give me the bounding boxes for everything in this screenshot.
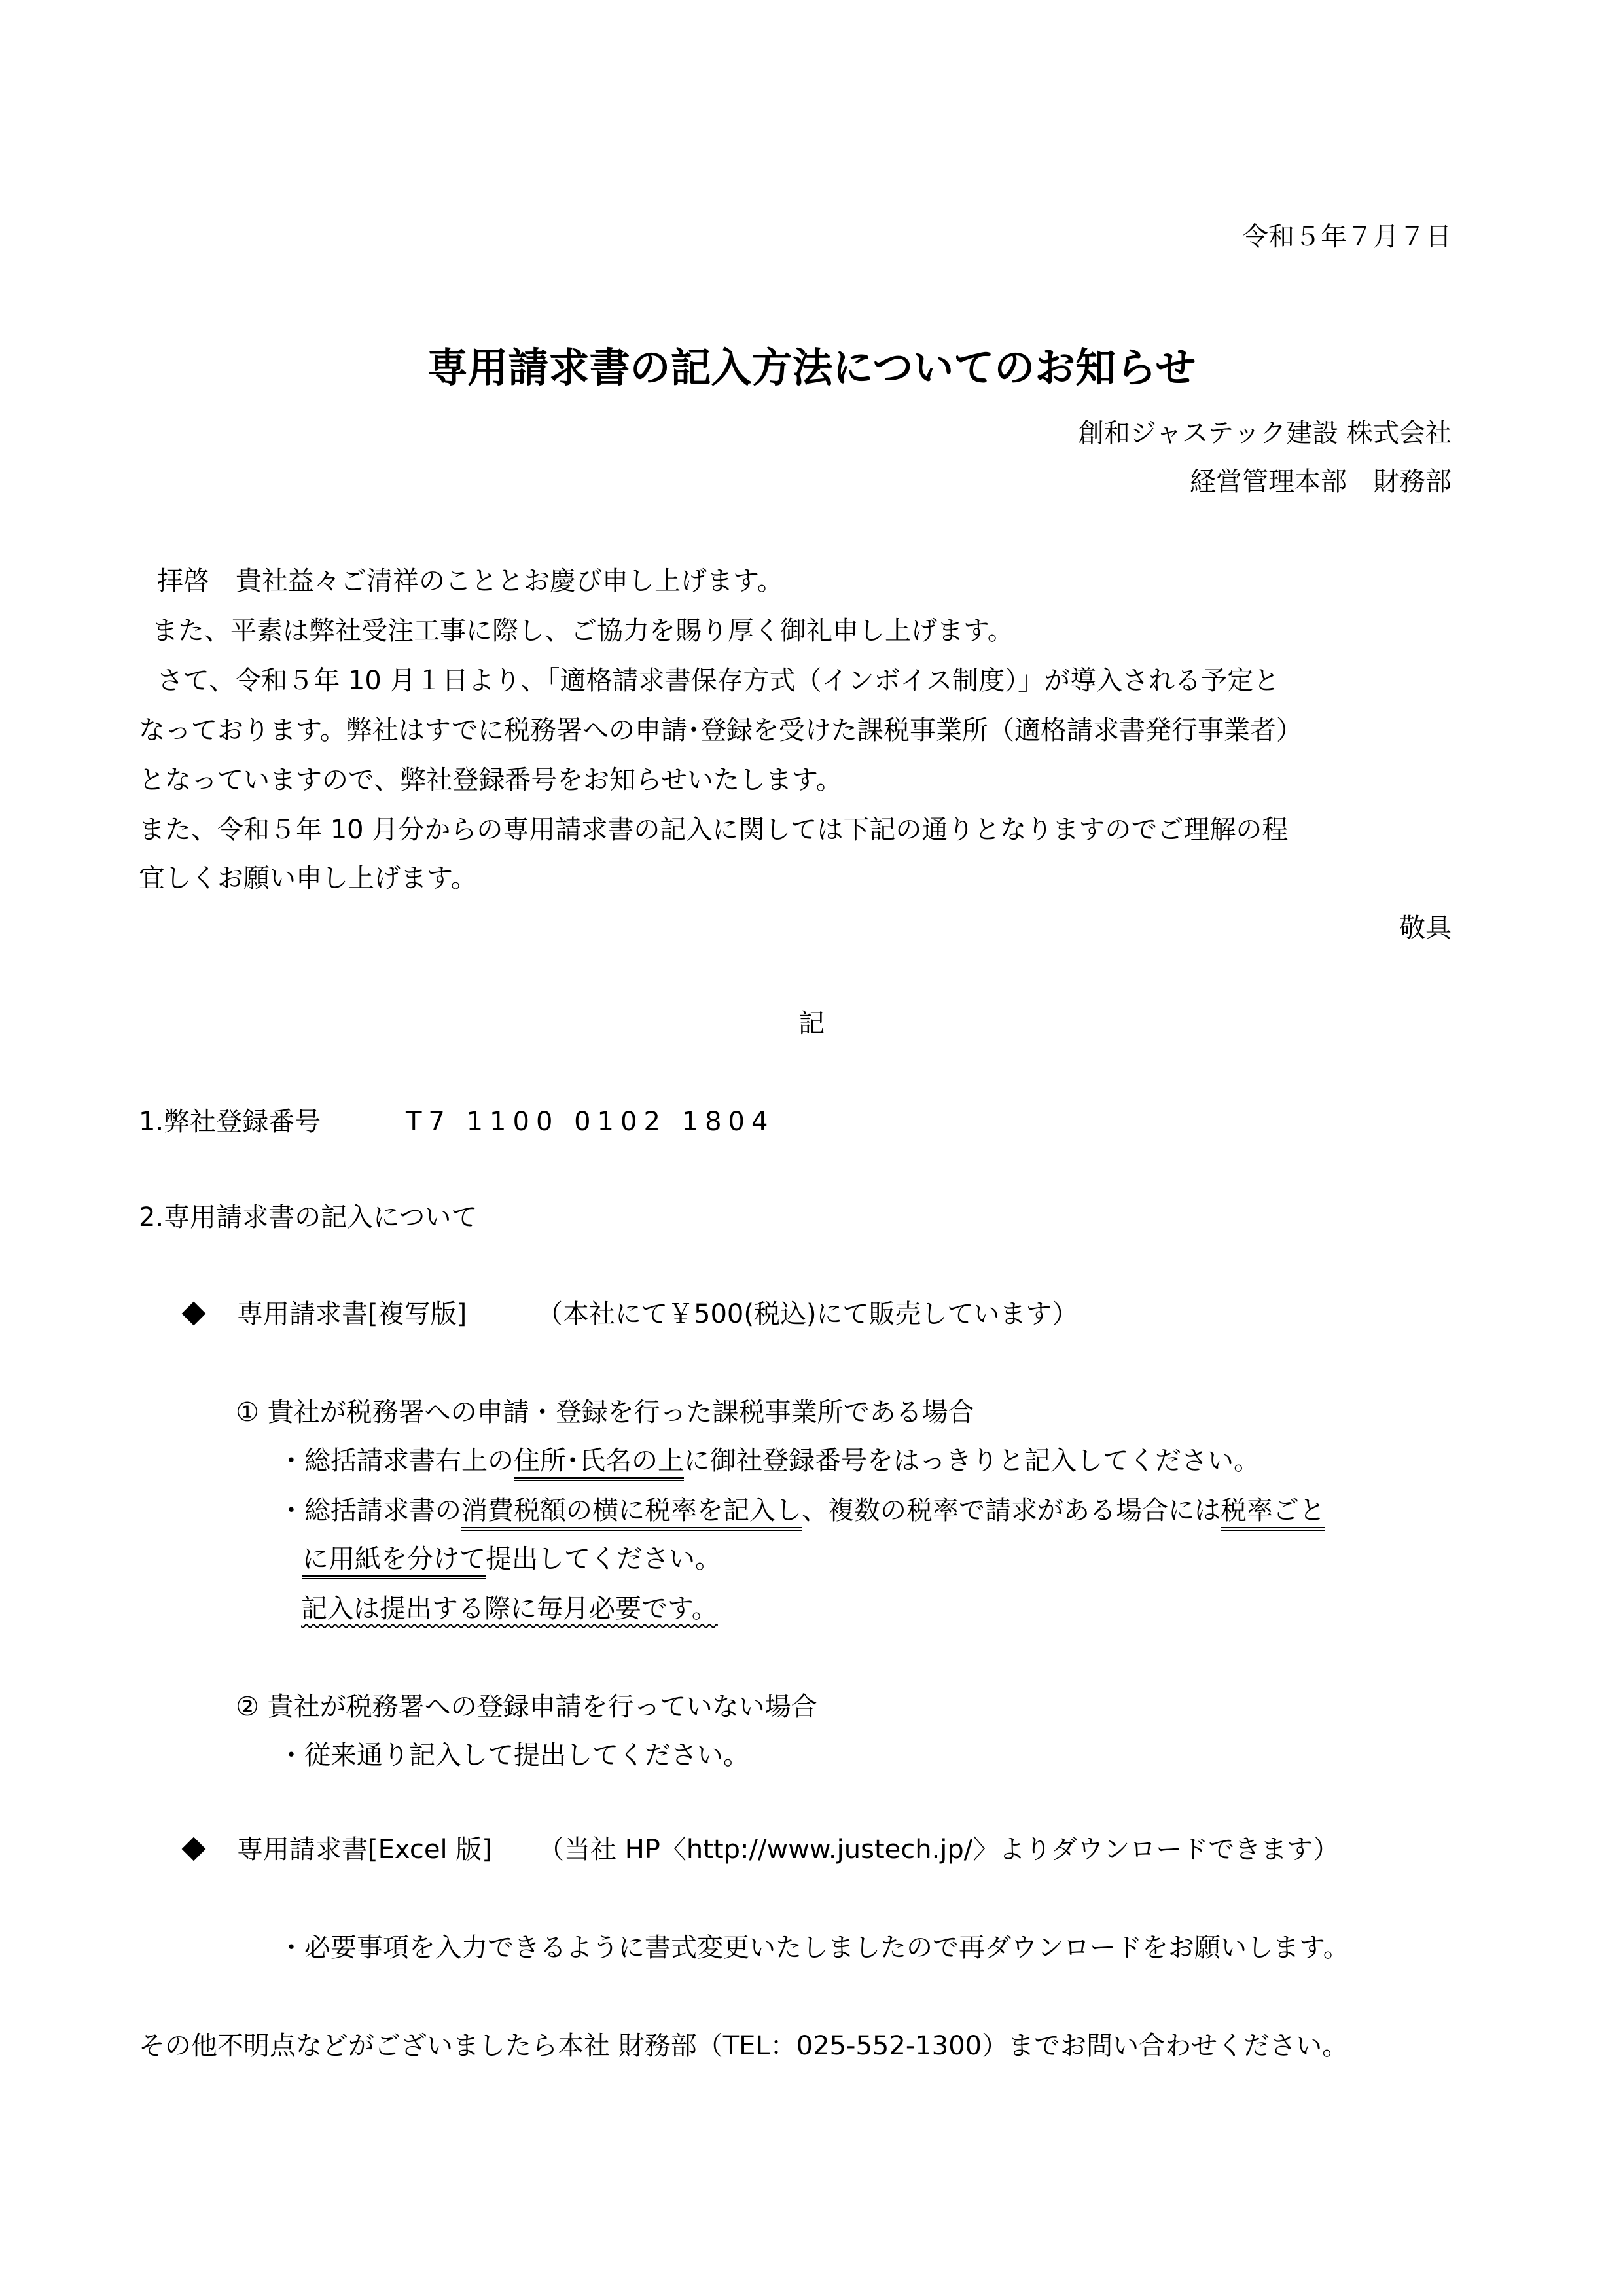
registration-number: T7 1100 0102 1804 xyxy=(406,1107,775,1137)
excel-form-bullet: ・必要事項を入力できるように書式変更いたしましたので再ダウンロードをお願いします。 xyxy=(278,1933,1349,1963)
body-line-1: 拝啓 貴社益々ご清祥のこととお慶び申し上げます。 xyxy=(157,566,783,596)
case1-b2-pre: ・総括請求書の xyxy=(278,1496,461,1526)
excel-form-label: 専用請求書[Excel 版] xyxy=(237,1835,492,1865)
case1-bullet-2 xyxy=(278,1498,1325,1524)
body-line-5: となっていますので、弊社登録番号をお知らせいたします。 xyxy=(139,765,842,795)
body-line-3: さて、令和５年 10 月１日より、「適格請求書保存方式（インボイス制度）」が導入される予定と xyxy=(157,666,1280,696)
case1-bullet-1 xyxy=(278,1448,1260,1474)
case1-b3-post: 提出してください。 xyxy=(486,1544,721,1574)
case1-b2-post: 、複数の税率で請求がある場合には xyxy=(802,1496,1221,1526)
case1-heading: ① 貴社が税務署への申請・登録を行った課税事業所である場合 xyxy=(236,1397,974,1427)
case2-heading: ② 貴社が税務署への登録申請を行っていない場合 xyxy=(236,1692,817,1722)
ki-heading: 記 xyxy=(798,1009,825,1039)
case1-b1-pre: ・総括請求書右上の xyxy=(278,1446,514,1476)
footer-contact: その他不明点などがございましたら本社 財務部（TEL：025-552-1300）までお問い合わせください。 xyxy=(139,2031,1349,2061)
excel-form-note: （当社 HP〈http://www.justech.jp/〉よりダウンロードできます） xyxy=(538,1835,1340,1865)
page-title: 専用請求書の記入方法についてのお知らせ xyxy=(427,344,1196,391)
case1-b1-underlined: 住所･氏名の上 xyxy=(514,1446,684,1481)
case1-b2-underlined-2: 税率ごと xyxy=(1221,1496,1325,1531)
item1-label: 1.弊社登録番号 xyxy=(139,1107,321,1137)
case2-bullet-1: ・従来通り記入して提出してください。 xyxy=(278,1740,749,1770)
case1-b1-post: に御社登録番号をはっきりと記入してください。 xyxy=(684,1446,1260,1476)
case1-bullet-3 xyxy=(302,1546,721,1572)
item2-label: 2.専用請求書の記入について xyxy=(139,1202,478,1232)
body-line-4: なっております。弊社はすでに税務署への申請･登録を受けた課税事業所（適格請求書発行事業者） xyxy=(139,715,1302,745)
case1-monthly-note: 記入は提出する際に毎月必要です。 xyxy=(301,1594,718,1624)
closing-keigu: 敬具 xyxy=(1399,913,1452,943)
copy-form-label: 専用請求書[複写版] xyxy=(237,1299,467,1329)
copy-form-note: （本社にて￥500(税込)にて販売しています） xyxy=(537,1299,1079,1329)
sender-department: 経営管理本部 財務部 xyxy=(1190,467,1452,497)
case1-b2-underlined: 消費税額の横に税率を記入し xyxy=(461,1496,802,1531)
diamond-bullet-icon xyxy=(182,1837,206,1861)
body-line-2: また、平素は弊社受注工事に際し、ご協力を賜り厚く御礼申し上げます。 xyxy=(152,616,1014,646)
diamond-bullet-icon xyxy=(182,1302,206,1326)
case1-b3-underlined: に用紙を分けて xyxy=(302,1544,486,1579)
body-line-6: また、令和５年 10 月分からの専用請求書の記入に関しては下記の通りとなりますのでご理解の程 xyxy=(139,815,1289,845)
body-line-7: 宜しくお願い申し上げます。 xyxy=(139,863,477,893)
document-date: 令和５年７月７日 xyxy=(1242,222,1452,252)
sender-company: 創和ジャステック建設 株式会社 xyxy=(1077,418,1452,448)
